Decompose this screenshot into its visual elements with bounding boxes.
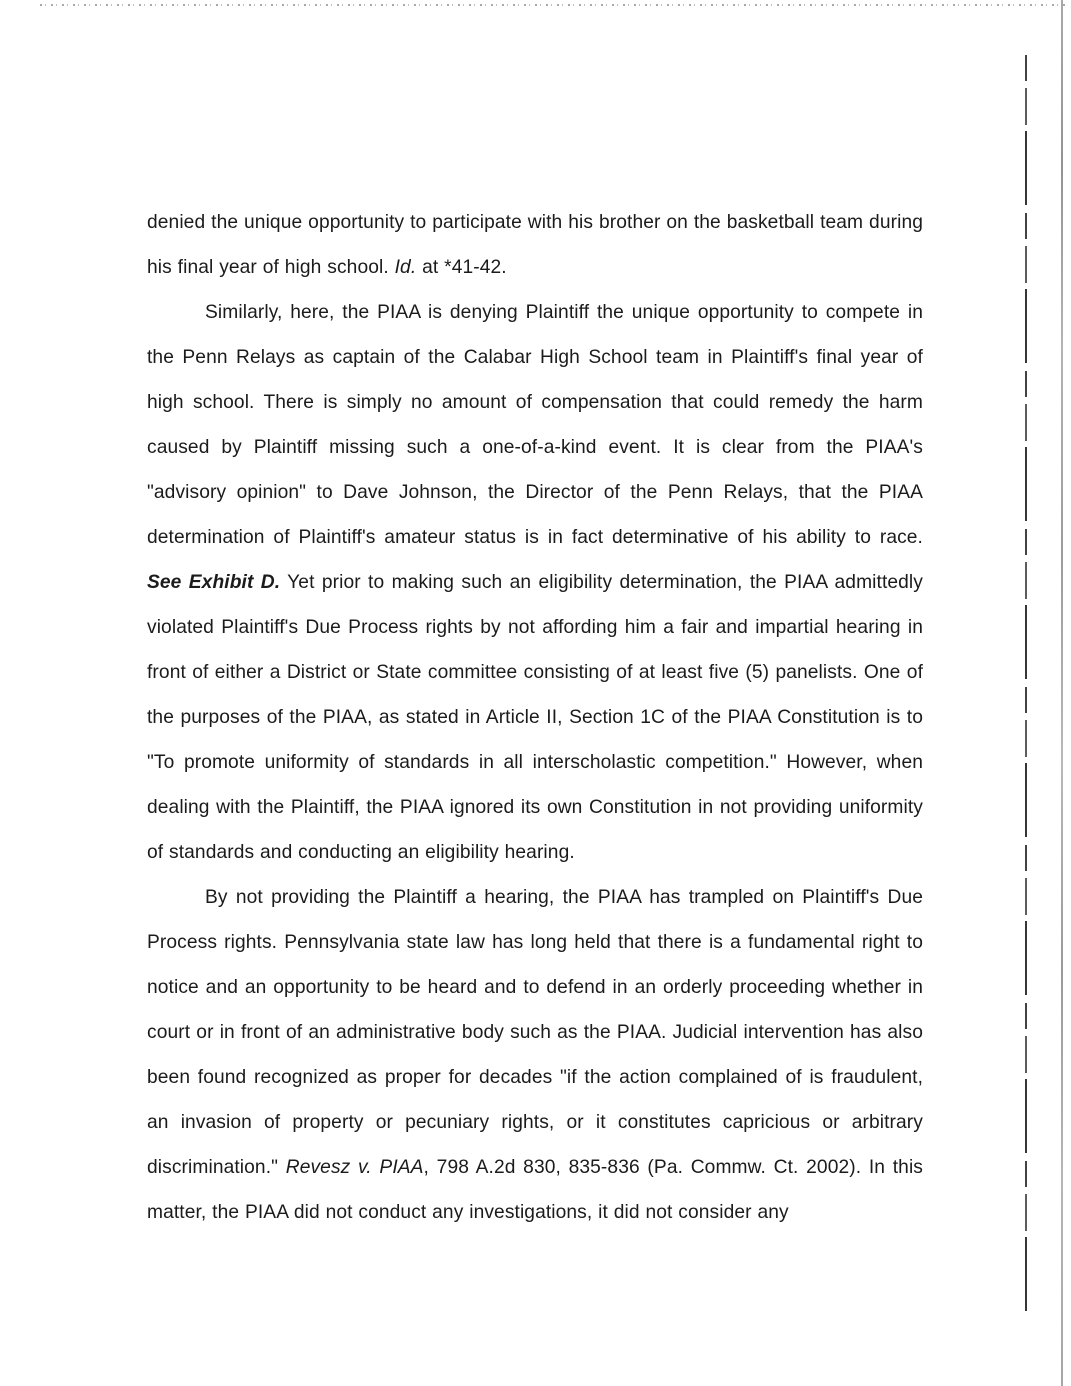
scan-broken-vertical-rule-artifact	[1025, 55, 1027, 1315]
para-similarly-run-2: Yet prior to making such an eligibility determination, the PIAA admittedly violated Plaintiff's Due Process rights by not affording him a fair and impartial hearing in front of either a District or State committee consisting of at least five (5) panelists. One of the purposes of the PIAA, as stated in Article II, Section 1C of the PIAA Constitution is to "To promote uniformity of standards in all interscholastic competition." However, when dealing with the Plaintiff, the PIAA ignored its own Constitution in not providing uniformity of standards and conducting an eligibility hearing.	[147, 572, 923, 863]
para-continuation-run-0: denied the unique opportunity to participate with his brother on the basketball team during his final year of high school.	[147, 212, 923, 278]
para-continuation	[147, 200, 923, 290]
para-continuation-run-2: at *41-42.	[416, 257, 507, 278]
document-text-block	[147, 200, 923, 1235]
para-similarly-run-1: See Exhibit D.	[147, 572, 281, 593]
para-due-process-run-1: Revesz v. PIAA	[285, 1157, 424, 1178]
scan-solid-vertical-rule-artifact	[1061, 0, 1063, 1386]
para-due-process	[147, 875, 923, 1235]
scan-dotted-line-top-artifact	[40, 4, 1068, 6]
para-continuation-run-1: Id.	[394, 257, 417, 278]
para-similarly-run-0: Similarly, here, the PIAA is denying Plaintiff the unique opportunity to compete in the Penn Relays as captain of the Calabar High School team in Plaintiff's final year of high school. There is simply no amount of compensation that could remedy the harm caused by Plaintiff missing such a one-of-a-kind event. It is clear from the PIAA's "advisory opinion" to Dave Johnson, the Director of the Penn Relays, that the PIAA determination of Plaintiff's amateur status is in fact determinative of his ability to race.	[147, 302, 923, 548]
para-due-process-run-2: , 798 A.2d 830, 835-836 (Pa. Commw. Ct. 2002). In this matter, the PIAA did not conduct any investigations, it did not consider any	[147, 1157, 923, 1223]
para-similarly	[147, 290, 923, 875]
para-due-process-run-0: By not providing the Plaintiff a hearing, the PIAA has trampled on Plaintiff's Due Process rights. Pennsylvania state law has long held that there is a fundamental right to notice and an opportunity to be heard and to defend in an orderly proceeding whether in court or in front of an administrative body such as the PIAA. Judicial intervention has also been found recognized as proper for decades "if the action complained of is fraudulent, an invasion of property or pecuniary rights, or it constitutes capricious or arbitrary discrimination."	[147, 887, 923, 1178]
